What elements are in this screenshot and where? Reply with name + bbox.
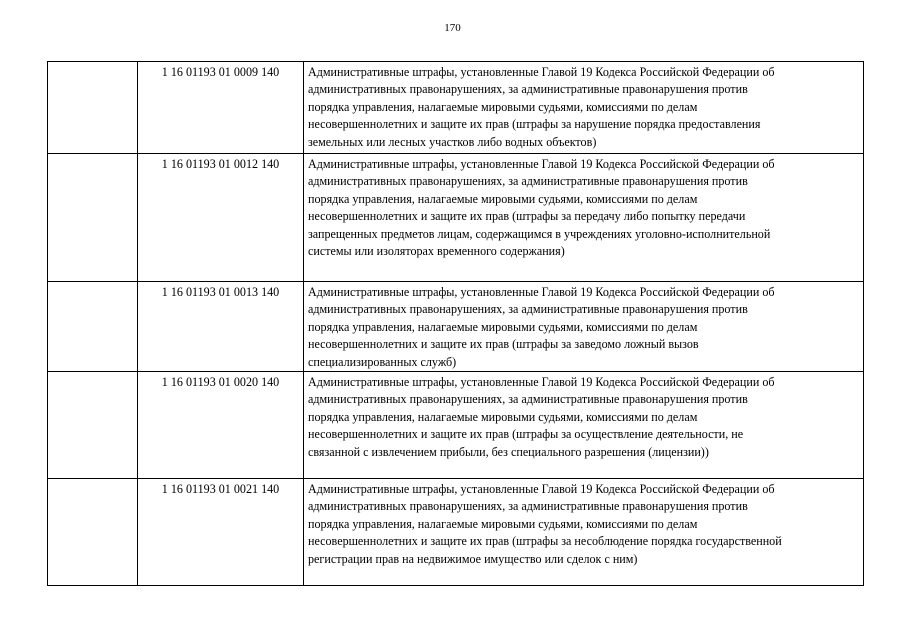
- description-line: Административные штрафы, установленные Главой 19 Кодекса Российской Федерации об: [308, 157, 775, 171]
- description-line: запрещенных предметов лицам, содержащимся в учреждениях уголовно-исполнительной: [308, 226, 771, 241]
- budget-code-cell: 1 16 01193 01 0012 140: [138, 154, 304, 282]
- table-row: [48, 154, 864, 282]
- description-line: несовершеннолетних и защите их прав (штрафы за несоблюдение порядка государственной: [308, 534, 782, 549]
- budget-code-cell: 1 16 01193 01 0021 140: [138, 479, 304, 586]
- description-line: системы или изоляторах временного содержания): [308, 244, 565, 259]
- budget-code-cell: 1 16 01193 01 0013 140: [138, 282, 304, 372]
- description-line: несовершеннолетних и защите их прав (штрафы за нарушение порядка предоставления: [308, 117, 761, 132]
- description-line: несовершеннолетних и защите их прав (штрафы за передачу либо попытку передачи: [308, 209, 746, 224]
- description-cell: [304, 372, 864, 479]
- empty-cell: [48, 154, 138, 282]
- table-row: [48, 372, 864, 479]
- description-cell: [304, 154, 864, 282]
- description-line: Административные штрафы, установленные Главой 19 Кодекса Российской Федерации об: [308, 285, 775, 299]
- description-cell: [304, 62, 864, 154]
- empty-cell: [48, 479, 138, 586]
- description-line: административных правонарушениях, за административные правонарушения против: [308, 82, 748, 97]
- description-line: административных правонарушениях, за административные правонарушения против: [308, 499, 748, 514]
- empty-cell: [48, 372, 138, 479]
- budget-code-cell: 1 16 01193 01 0009 140: [138, 62, 304, 154]
- empty-cell: [48, 282, 138, 372]
- description-line: несовершеннолетних и защите их прав (штрафы за заведомо ложный вызов: [308, 337, 699, 352]
- description-line: административных правонарушениях, за административные правонарушения против: [308, 174, 748, 189]
- description-line: земельных или лесных участков либо водных объектов): [308, 134, 597, 149]
- description-line: порядка управления, налагаемые мировыми судьями, комиссиями по делам: [308, 99, 698, 114]
- budget-codes-table: [47, 61, 864, 586]
- description-line: административных правонарушениях, за административные правонарушения против: [308, 392, 748, 407]
- table-body: [48, 62, 864, 586]
- budget-code-cell: 1 16 01193 01 0020 140: [138, 372, 304, 479]
- empty-cell: [48, 62, 138, 154]
- description-line: порядка управления, налагаемые мировыми судьями, комиссиями по делам: [308, 409, 698, 424]
- table-row: [48, 479, 864, 586]
- table-row: [48, 282, 864, 372]
- table-row: [48, 62, 864, 154]
- description-line: Административные штрафы, установленные Главой 19 Кодекса Российской Федерации об: [308, 482, 775, 497]
- description-line: порядка управления, налагаемые мировыми судьями, комиссиями по делам: [308, 516, 698, 531]
- description-cell: [304, 282, 864, 372]
- description-line: регистрации прав на недвижимое имущество или сделок с ним): [308, 551, 638, 566]
- description-line: административных правонарушениях, за административные правонарушения против: [308, 302, 748, 317]
- description-line: Административные штрафы, установленные Главой 19 Кодекса Российской Федерации об: [308, 65, 775, 79]
- description-line: специализированных служб): [308, 354, 457, 369]
- description-line: порядка управления, налагаемые мировыми судьями, комиссиями по делам: [308, 319, 698, 334]
- page-number: 170: [444, 22, 461, 34]
- description-cell: [304, 479, 864, 586]
- description-line: порядка управления, налагаемые мировыми судьями, комиссиями по делам: [308, 191, 698, 206]
- description-line: связанной с извлечением прибыли, без специального разрешения (лицензии)): [308, 444, 709, 459]
- description-line: несовершеннолетних и защите их прав (штрафы за осуществление деятельности, не: [308, 427, 744, 442]
- description-line: Административные штрафы, установленные Главой 19 Кодекса Российской Федерации об: [308, 375, 775, 390]
